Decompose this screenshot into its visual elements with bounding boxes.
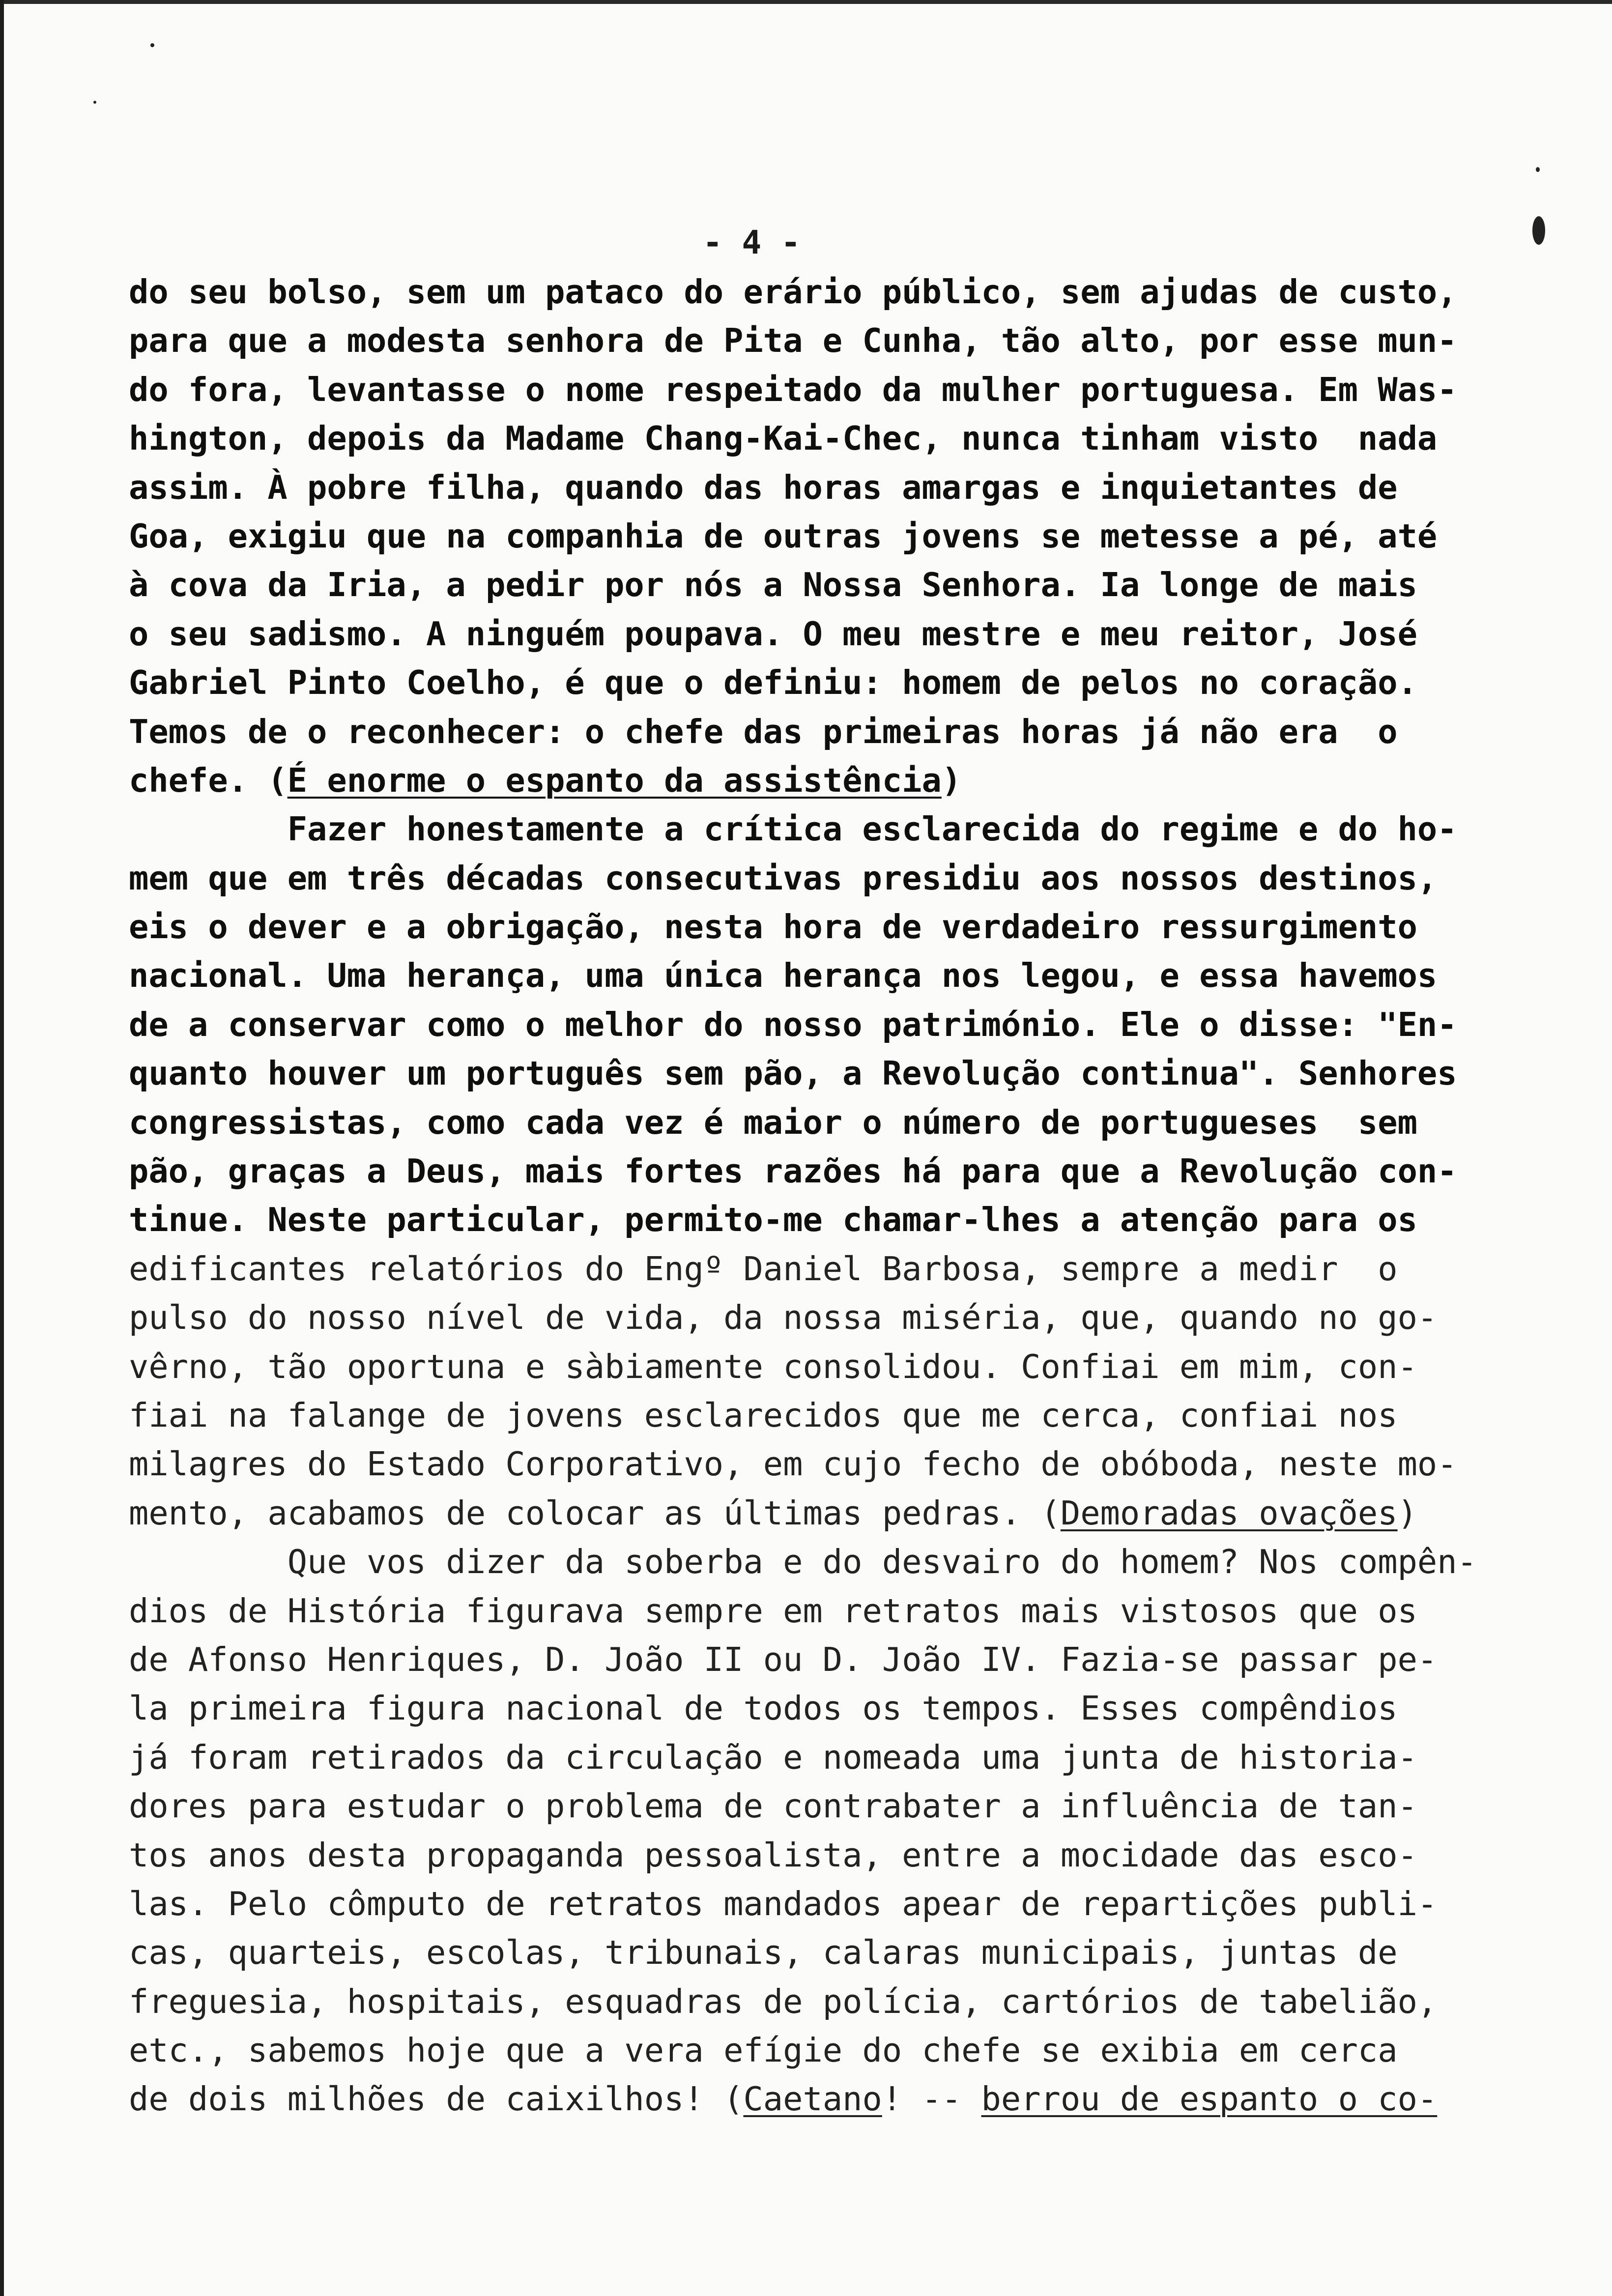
text-line [129, 854, 1485, 903]
text-segment: para que a modesta senhora de Pita e Cunha, tão alto, por esse mun- [129, 321, 1457, 360]
text-line [129, 659, 1485, 707]
text-segment: etc., sabemos hoje que a vera efígie do chefe se exibia em cerca [129, 2031, 1398, 2070]
text-segment: quanto houver um português sem pão, a Revolução continua". Senhores [129, 1054, 1457, 1093]
text-line [129, 1001, 1485, 1049]
text-line [129, 708, 1485, 756]
text-segment: tos anos desta propaganda pessoalista, entre a mocidade das esco- [129, 1836, 1417, 1874]
text-segment: fiai na falange de jovens esclarecidos que me cerca, confiai nos [129, 1396, 1398, 1435]
text-segment: pulso do nosso nível de vida, da nossa miséria, que, quando no go- [129, 1298, 1438, 1337]
text-segment: edificantes relatórios do Engº Daniel Barbosa, sempre a medir o [129, 1249, 1398, 1288]
text-line [129, 1489, 1485, 1538]
text-segment: Temos de o reconhecer: o chefe das primeiras horas já não era o [129, 712, 1398, 751]
text-line [129, 805, 1485, 854]
text-segment: hington, depois da Madame Chang-Kai-Chec, nunca tinham visto nada [129, 419, 1438, 458]
scan-speck [1536, 167, 1540, 172]
scan-edge-top [0, 0, 1612, 4]
text-segment: de dois milhões de caixilhos! ( [129, 2080, 744, 2119]
text-line [129, 1538, 1485, 1586]
text-segment: do seu bolso, sem um pataco do erário público, sem ajudas de custo, [129, 273, 1457, 311]
text-segment: nacional. Uma herança, uma única herança nos legou, e essa havemos [129, 956, 1438, 995]
underlined-stage-direction: Caetano [743, 2080, 882, 2119]
text-line [129, 1196, 1485, 1244]
text-segment: já foram retirados da circulação e nomeada uma junta de historia- [129, 1738, 1417, 1777]
text-line [129, 414, 1485, 463]
text-segment: de a conservar como o melhor do nosso património. Ele o disse: "En- [129, 1005, 1457, 1044]
text-line [129, 756, 1485, 805]
text-segment: mento, acabamos de colocar as últimas pedras. ( [129, 1493, 1061, 1532]
text-segment: freguesia, hospitais, esquadras de polícia, cartórios de tabelião, [129, 1982, 1438, 2021]
text-line [129, 1880, 1485, 1928]
text-segment: tinue. Neste particular, permito-me chamar-lhes a atenção para os [129, 1201, 1417, 1239]
underlined-stage-direction: berrou de espanto o co- [981, 2080, 1438, 2119]
text-line [129, 1684, 1485, 1733]
text-line [129, 1636, 1485, 1684]
text-segment: Fazer honestamente a crítica esclarecida do regime e do ho- [129, 810, 1457, 849]
page-number: - 4 - [703, 224, 801, 261]
text-line [129, 316, 1485, 365]
text-line [129, 1049, 1485, 1098]
text-line [129, 1245, 1485, 1293]
text-line [129, 268, 1485, 316]
text-segment: eis o dever e a obrigação, nesta hora de verdadeiro ressurgimento [129, 908, 1417, 947]
text-line [129, 610, 1485, 659]
text-line [129, 1098, 1485, 1147]
text-segment: vêrno, tão oportuna e sàbiamente consolidou. Confiai em mim, con- [129, 1347, 1417, 1386]
text-segment: congressistas, como cada vez é maior o número de portugueses sem [129, 1103, 1417, 1142]
text-segment: Que vos dizer da soberba e do desvairo do homem? Nos compên- [129, 1543, 1477, 1581]
text-line [129, 1391, 1485, 1440]
text-line [129, 2075, 1485, 2124]
text-line [129, 463, 1485, 512]
text-line [129, 1782, 1485, 1831]
text-segment: assim. À pobre filha, quando das horas amargas e inquietantes de [129, 468, 1398, 507]
underlined-stage-direction: Demoradas ovações [1060, 1493, 1398, 1532]
text-segment: do fora, levantasse o nome respeitado da mulher portuguesa. Em Was- [129, 370, 1457, 409]
text-line [129, 951, 1485, 1000]
text-line [129, 2026, 1485, 2075]
scan-speck [150, 43, 154, 47]
text-line [129, 1587, 1485, 1636]
text-line [129, 1343, 1485, 1391]
text-segment: de Afonso Henriques, D. João II ou D. João IV. Fazia-se passar pe- [129, 1640, 1438, 1679]
text-segment: Gabriel Pinto Coelho, é que o definiu: homem de pelos no coração. [129, 663, 1417, 702]
text-line [129, 1733, 1485, 1782]
text-segment: cas, quarteis, escolas, tribunais, calaras municipais, juntas de [129, 1933, 1398, 1972]
text-line [129, 1928, 1485, 1977]
text-line [129, 1293, 1485, 1342]
text-segment: mem que em três décadas consecutivas presidiu aos nossos destinos, [129, 859, 1438, 897]
text-segment: ) [1397, 1493, 1417, 1532]
text-segment: las. Pelo cômputo de retratos mandados apear de repartições publi- [129, 1884, 1438, 1923]
scan-edge-left [0, 0, 4, 2296]
text-line [129, 561, 1485, 609]
typewritten-body [129, 268, 1485, 2124]
text-line [129, 1831, 1485, 1880]
text-segment: Goa, exigiu que na companhia de outras jovens se metesse a pé, até [129, 517, 1438, 555]
scan-speck [1532, 216, 1545, 245]
scan-speck [93, 101, 96, 104]
text-segment: ) [941, 761, 962, 800]
text-segment: chefe. ( [129, 761, 288, 800]
text-segment: pão, graças a Deus, mais fortes razões há para que a Revolução con- [129, 1152, 1457, 1191]
underlined-stage-direction: É enorme o espanto da assistência [287, 761, 942, 800]
text-line [129, 1978, 1485, 2026]
text-line [129, 1440, 1485, 1489]
text-line [129, 366, 1485, 414]
text-segment: la primeira figura nacional de todos os tempos. Esses compêndios [129, 1689, 1398, 1728]
text-line [129, 903, 1485, 951]
text-segment: à cova da Iria, a pedir por nós a Nossa Senhora. Ia longe de mais [129, 566, 1417, 604]
text-segment: dores para estudar o problema de contrabater a influência de tan- [129, 1787, 1417, 1826]
text-segment: dios de História figurava sempre em retratos mais vistosos que os [129, 1591, 1417, 1630]
text-line [129, 1147, 1485, 1196]
text-segment: ! -- [882, 2080, 981, 2119]
text-segment: milagres do Estado Corporativo, em cujo fecho de obóboda, neste mo- [129, 1445, 1457, 1484]
text-line [129, 512, 1485, 561]
text-segment: o seu sadismo. A ninguém poupava. O meu mestre e meu reitor, José [129, 614, 1417, 653]
